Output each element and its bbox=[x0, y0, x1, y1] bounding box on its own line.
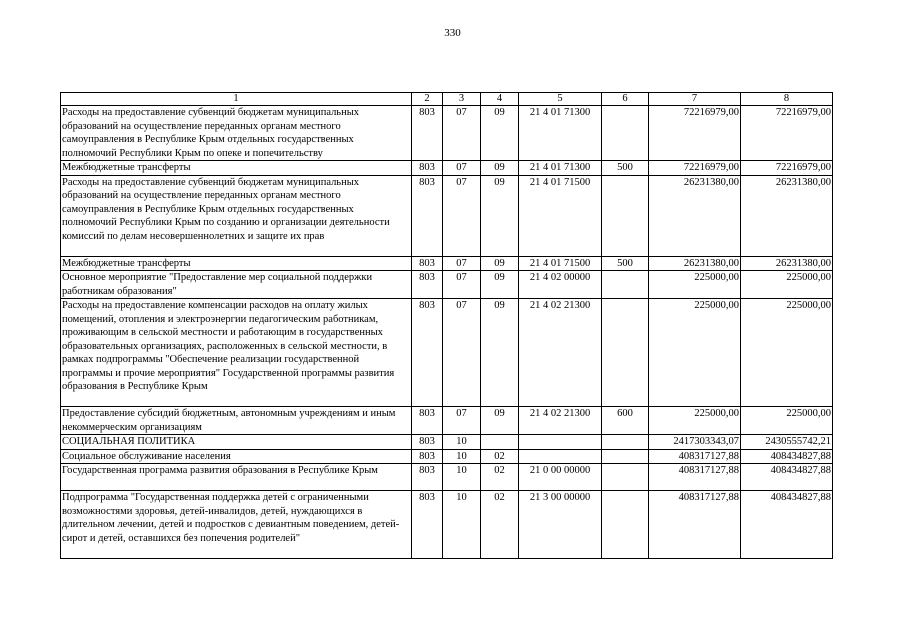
table-row bbox=[61, 161, 833, 176]
cell-col4: 09 bbox=[481, 407, 519, 435]
budget-table bbox=[60, 92, 833, 559]
cell-col2: 803 bbox=[412, 175, 443, 256]
column-header: 1 bbox=[61, 93, 412, 106]
table-row bbox=[61, 299, 833, 407]
cell-col8: 72216979,00 bbox=[741, 106, 833, 161]
table-row bbox=[61, 449, 833, 464]
cell-col2: 803 bbox=[412, 271, 443, 299]
cell-col4: 09 bbox=[481, 106, 519, 161]
cell-col2: 803 bbox=[412, 256, 443, 271]
cell-col4: 09 bbox=[481, 256, 519, 271]
cell-col5: 21 3 00 00000 bbox=[519, 491, 602, 559]
row-description: Расходы на предоставление компенсации расходов на оплату жилых помещений, отопления и электроэнергии педагогическим работникам, проживающим в сельской местности и работающим в государственных образовательных организациях, расположенных в сельской местности, в рамках подпрограммы "Обеспечение реализации государственной программы и прочие мероприятия" Государственной программы развития образования в Республике Крым bbox=[61, 299, 412, 407]
table-row bbox=[61, 256, 833, 271]
cell-col3: 10 bbox=[443, 449, 481, 464]
column-header: 4 bbox=[481, 93, 519, 106]
column-header: 2 bbox=[412, 93, 443, 106]
cell-col6: 500 bbox=[602, 256, 649, 271]
cell-col6 bbox=[602, 271, 649, 299]
row-description: СОЦИАЛЬНАЯ ПОЛИТИКА bbox=[61, 435, 412, 450]
cell-col6 bbox=[602, 435, 649, 450]
cell-col5: 21 4 02 00000 bbox=[519, 271, 602, 299]
cell-col2: 803 bbox=[412, 435, 443, 450]
column-header: 3 bbox=[443, 93, 481, 106]
row-description: Государственная программа развития образования в Республике Крым bbox=[61, 464, 412, 491]
cell-col7: 26231380,00 bbox=[649, 256, 741, 271]
table-row bbox=[61, 491, 833, 559]
cell-col2: 803 bbox=[412, 407, 443, 435]
cell-col6: 500 bbox=[602, 161, 649, 176]
cell-col4: 02 bbox=[481, 491, 519, 559]
cell-col5: 21 4 01 71300 bbox=[519, 161, 602, 176]
cell-col7: 225000,00 bbox=[649, 407, 741, 435]
cell-col2: 803 bbox=[412, 449, 443, 464]
cell-col5: 21 0 00 00000 bbox=[519, 464, 602, 491]
row-description: Основное мероприятие "Предоставление мер социальной поддержки работникам образования" bbox=[61, 271, 412, 299]
cell-col8: 408434827,88 bbox=[741, 464, 833, 491]
cell-col6 bbox=[602, 491, 649, 559]
row-description: Межбюджетные трансферты bbox=[61, 161, 412, 176]
cell-col3: 07 bbox=[443, 407, 481, 435]
row-description: Межбюджетные трансферты bbox=[61, 256, 412, 271]
cell-col3: 10 bbox=[443, 435, 481, 450]
row-description: Подпрограмма "Государственная поддержка детей с ограниченными возможностями здоровья, детей-инвалидов, детей, нуждающихся в длительном лечении, детей и подростков с девиантным поведением, детей-сирот и детей, оставшихся без попечения родителей" bbox=[61, 491, 412, 559]
cell-col6: 600 bbox=[602, 407, 649, 435]
cell-col4: 02 bbox=[481, 464, 519, 491]
column-header: 7 bbox=[649, 93, 741, 106]
cell-col8: 408434827,88 bbox=[741, 449, 833, 464]
cell-col3: 07 bbox=[443, 106, 481, 161]
cell-col3: 07 bbox=[443, 175, 481, 256]
table-row bbox=[61, 271, 833, 299]
cell-col4: 09 bbox=[481, 161, 519, 176]
cell-col8: 408434827,88 bbox=[741, 491, 833, 559]
cell-col4: 09 bbox=[481, 299, 519, 407]
cell-col6 bbox=[602, 299, 649, 407]
cell-col5: 21 4 01 71500 bbox=[519, 175, 602, 256]
cell-col2: 803 bbox=[412, 464, 443, 491]
row-description: Расходы на предоставление субвенций бюджетам муниципальных образований на осуществление переданных органам местного самоуправления в Республике Крым отдельных государственных полномочий Республики Крым по созданию и организации деятельности комиссий по делам несовершеннолетних и защите их прав bbox=[61, 175, 412, 256]
cell-col8: 72216979,00 bbox=[741, 161, 833, 176]
cell-col3: 07 bbox=[443, 299, 481, 407]
cell-col6 bbox=[602, 106, 649, 161]
cell-col7: 225000,00 bbox=[649, 271, 741, 299]
cell-col3: 07 bbox=[443, 256, 481, 271]
cell-col2: 803 bbox=[412, 299, 443, 407]
cell-col5: 21 4 02 21300 bbox=[519, 407, 602, 435]
cell-col5: 21 4 01 71500 bbox=[519, 256, 602, 271]
table-row bbox=[61, 435, 833, 450]
row-description: Расходы на предоставление субвенций бюджетам муниципальных образований на осуществление переданных органам местного самоуправления в Республике Крым отдельных государственных полномочий Республики Крым по опеке и попечительству bbox=[61, 106, 412, 161]
cell-col7: 225000,00 bbox=[649, 299, 741, 407]
column-header: 8 bbox=[741, 93, 833, 106]
cell-col5 bbox=[519, 449, 602, 464]
cell-col7: 408317127,88 bbox=[649, 449, 741, 464]
cell-col5: 21 4 01 71300 bbox=[519, 106, 602, 161]
column-header: 5 bbox=[519, 93, 602, 106]
cell-col5 bbox=[519, 435, 602, 450]
cell-col4: 09 bbox=[481, 271, 519, 299]
table-row bbox=[61, 464, 833, 491]
header-row bbox=[61, 93, 833, 106]
cell-col4: 09 bbox=[481, 175, 519, 256]
cell-col2: 803 bbox=[412, 161, 443, 176]
cell-col3: 10 bbox=[443, 464, 481, 491]
cell-col3: 10 bbox=[443, 491, 481, 559]
cell-col5: 21 4 02 21300 bbox=[519, 299, 602, 407]
cell-col4 bbox=[481, 435, 519, 450]
cell-col8: 225000,00 bbox=[741, 407, 833, 435]
column-header: 6 bbox=[602, 93, 649, 106]
cell-col2: 803 bbox=[412, 106, 443, 161]
cell-col8: 225000,00 bbox=[741, 299, 833, 407]
cell-col7: 408317127,88 bbox=[649, 464, 741, 491]
cell-col8: 26231380,00 bbox=[741, 256, 833, 271]
cell-col8: 26231380,00 bbox=[741, 175, 833, 256]
cell-col8: 2430555742,21 bbox=[741, 435, 833, 450]
table-row bbox=[61, 106, 833, 161]
cell-col7: 72216979,00 bbox=[649, 161, 741, 176]
cell-col6 bbox=[602, 449, 649, 464]
cell-col8: 225000,00 bbox=[741, 271, 833, 299]
cell-col4: 02 bbox=[481, 449, 519, 464]
cell-col7: 408317127,88 bbox=[649, 491, 741, 559]
row-description: Социальное обслуживание населения bbox=[61, 449, 412, 464]
table-row bbox=[61, 407, 833, 435]
cell-col2: 803 bbox=[412, 491, 443, 559]
cell-col7: 72216979,00 bbox=[649, 106, 741, 161]
cell-col7: 26231380,00 bbox=[649, 175, 741, 256]
cell-col3: 07 bbox=[443, 271, 481, 299]
cell-col6 bbox=[602, 464, 649, 491]
row-description: Предоставление субсидий бюджетным, автономным учреждениям и иным некоммерческим организациям bbox=[61, 407, 412, 435]
table-row bbox=[61, 175, 833, 256]
cell-col7: 2417303343,07 bbox=[649, 435, 741, 450]
page-number: 330 bbox=[444, 27, 461, 39]
cell-col3: 07 bbox=[443, 161, 481, 176]
cell-col6 bbox=[602, 175, 649, 256]
